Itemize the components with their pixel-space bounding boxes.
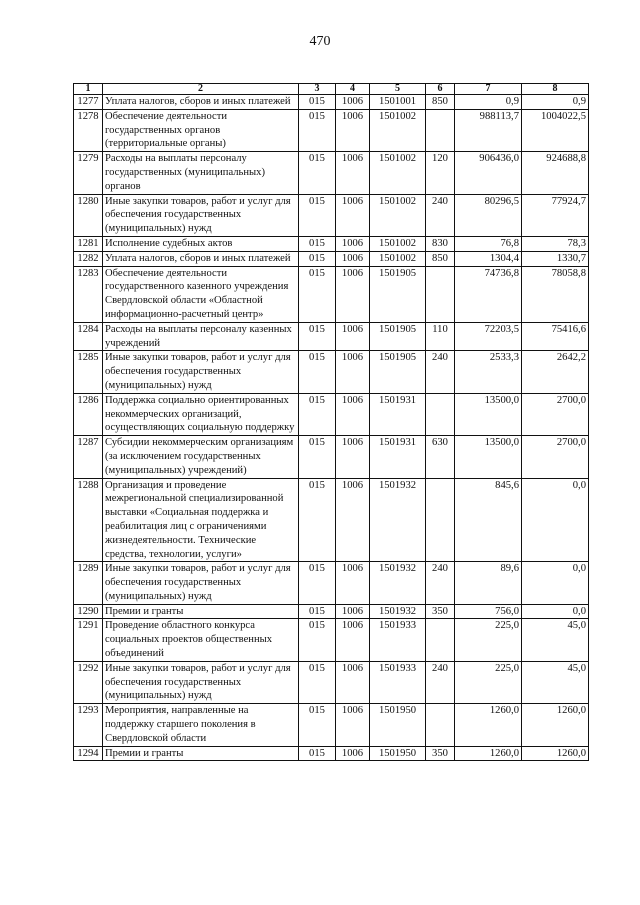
row-number-cell: 1286 — [74, 393, 103, 435]
expense-type-cell — [426, 266, 455, 322]
table-row — [74, 351, 589, 393]
amount-year2-cell: 45,0 — [522, 619, 589, 661]
table-header-row — [74, 84, 589, 95]
row-number-cell: 1289 — [74, 562, 103, 604]
expense-type-cell — [426, 109, 455, 151]
expense-type-cell: 350 — [426, 746, 455, 761]
row-number-cell: 1280 — [74, 194, 103, 236]
item-name-cell: Иные закупки товаров, работ и услуг для обеспечения государственных (муниципальных) нужд — [103, 562, 299, 604]
ministry-code-cell: 015 — [299, 152, 336, 194]
section-code-cell: 1006 — [336, 322, 370, 351]
amount-year2-cell: 0,0 — [522, 562, 589, 604]
ministry-code-cell: 015 — [299, 194, 336, 236]
column-header: 7 — [455, 84, 522, 95]
section-code-cell: 1006 — [336, 95, 370, 110]
column-header: 1 — [74, 84, 103, 95]
budget-table — [73, 83, 589, 761]
row-number-cell: 1284 — [74, 322, 103, 351]
target-article-cell: 1501002 — [370, 236, 426, 251]
amount-year1-cell: 13500,0 — [455, 393, 522, 435]
amount-year1-cell: 72203,5 — [455, 322, 522, 351]
item-name-cell: Обеспечение деятельности государственных органов (территориальные органы) — [103, 109, 299, 151]
column-header: 2 — [103, 84, 299, 95]
section-code-cell: 1006 — [336, 562, 370, 604]
target-article-cell: 1501933 — [370, 661, 426, 703]
ministry-code-cell: 015 — [299, 266, 336, 322]
table-row — [74, 436, 589, 478]
amount-year2-cell: 0,0 — [522, 604, 589, 619]
section-code-cell: 1006 — [336, 152, 370, 194]
section-code-cell: 1006 — [336, 393, 370, 435]
amount-year1-cell: 756,0 — [455, 604, 522, 619]
amount-year2-cell: 78,3 — [522, 236, 589, 251]
amount-year1-cell: 13500,0 — [455, 436, 522, 478]
item-name-cell: Обеспечение деятельности государственного казенного учреждения Свердловской области «Областной информационно-расчетный центр» — [103, 266, 299, 322]
item-name-cell: Расходы на выплаты персоналу казенных учреждений — [103, 322, 299, 351]
row-number-cell: 1291 — [74, 619, 103, 661]
target-article-cell: 1501002 — [370, 109, 426, 151]
expense-type-cell: 240 — [426, 351, 455, 393]
amount-year1-cell: 74736,8 — [455, 266, 522, 322]
table-row — [74, 109, 589, 151]
section-code-cell: 1006 — [336, 619, 370, 661]
target-article-cell: 1501950 — [370, 704, 426, 746]
section-code-cell: 1006 — [336, 604, 370, 619]
ministry-code-cell: 015 — [299, 478, 336, 562]
table-row — [74, 152, 589, 194]
amount-year2-cell: 78058,8 — [522, 266, 589, 322]
amount-year2-cell: 45,0 — [522, 661, 589, 703]
amount-year1-cell: 1260,0 — [455, 746, 522, 761]
ministry-code-cell: 015 — [299, 95, 336, 110]
amount-year2-cell: 2700,0 — [522, 436, 589, 478]
row-number-cell: 1278 — [74, 109, 103, 151]
amount-year1-cell: 225,0 — [455, 619, 522, 661]
ministry-code-cell: 015 — [299, 661, 336, 703]
item-name-cell: Уплата налогов, сборов и иных платежей — [103, 95, 299, 110]
section-code-cell: 1006 — [336, 478, 370, 562]
amount-year1-cell: 89,6 — [455, 562, 522, 604]
amount-year2-cell: 2700,0 — [522, 393, 589, 435]
target-article-cell: 1501905 — [370, 351, 426, 393]
amount-year2-cell: 0,9 — [522, 95, 589, 110]
target-article-cell: 1501950 — [370, 746, 426, 761]
table-row — [74, 661, 589, 703]
table-row — [74, 266, 589, 322]
section-code-cell: 1006 — [336, 194, 370, 236]
target-article-cell: 1501002 — [370, 194, 426, 236]
item-name-cell: Иные закупки товаров, работ и услуг для обеспечения государственных (муниципальных) нужд — [103, 351, 299, 393]
expense-type-cell: 850 — [426, 95, 455, 110]
row-number-cell: 1288 — [74, 478, 103, 562]
item-name-cell: Исполнение судебных актов — [103, 236, 299, 251]
target-article-cell: 1501002 — [370, 152, 426, 194]
expense-type-cell: 630 — [426, 436, 455, 478]
ministry-code-cell: 015 — [299, 236, 336, 251]
expense-type-cell: 830 — [426, 236, 455, 251]
table-row — [74, 95, 589, 110]
item-name-cell: Поддержка социально ориентированных некоммерческих организаций, осуществляющих социальную поддержку — [103, 393, 299, 435]
expense-type-cell: 110 — [426, 322, 455, 351]
section-code-cell: 1006 — [336, 746, 370, 761]
column-header: 4 — [336, 84, 370, 95]
item-name-cell: Премии и гранты — [103, 746, 299, 761]
item-name-cell: Мероприятия, направленные на поддержку старшего поколения в Свердловской области — [103, 704, 299, 746]
table-row — [74, 194, 589, 236]
target-article-cell: 1501001 — [370, 95, 426, 110]
amount-year2-cell: 2642,2 — [522, 351, 589, 393]
section-code-cell: 1006 — [336, 704, 370, 746]
row-number-cell: 1283 — [74, 266, 103, 322]
row-number-cell: 1292 — [74, 661, 103, 703]
ministry-code-cell: 015 — [299, 393, 336, 435]
item-name-cell: Расходы на выплаты персоналу государственных (муниципальных) органов — [103, 152, 299, 194]
column-header: 8 — [522, 84, 589, 95]
amount-year2-cell: 75416,6 — [522, 322, 589, 351]
table-row — [74, 604, 589, 619]
row-number-cell: 1277 — [74, 95, 103, 110]
ministry-code-cell: 015 — [299, 562, 336, 604]
expense-type-cell: 240 — [426, 194, 455, 236]
expense-type-cell: 350 — [426, 604, 455, 619]
table-row — [74, 746, 589, 761]
item-name-cell: Премии и гранты — [103, 604, 299, 619]
ministry-code-cell: 015 — [299, 704, 336, 746]
target-article-cell: 1501932 — [370, 604, 426, 619]
expense-type-cell — [426, 393, 455, 435]
expense-type-cell: 850 — [426, 251, 455, 266]
expense-type-cell: 240 — [426, 661, 455, 703]
item-name-cell: Иные закупки товаров, работ и услуг для обеспечения государственных (муниципальных) нужд — [103, 661, 299, 703]
amount-year2-cell: 77924,7 — [522, 194, 589, 236]
section-code-cell: 1006 — [336, 109, 370, 151]
table-row — [74, 393, 589, 435]
target-article-cell: 1501932 — [370, 478, 426, 562]
ministry-code-cell: 015 — [299, 251, 336, 266]
expense-type-cell — [426, 478, 455, 562]
amount-year1-cell: 906436,0 — [455, 152, 522, 194]
section-code-cell: 1006 — [336, 236, 370, 251]
row-number-cell: 1290 — [74, 604, 103, 619]
target-article-cell: 1501931 — [370, 436, 426, 478]
row-number-cell: 1287 — [74, 436, 103, 478]
amount-year2-cell: 1330,7 — [522, 251, 589, 266]
ministry-code-cell: 015 — [299, 351, 336, 393]
amount-year1-cell: 225,0 — [455, 661, 522, 703]
amount-year1-cell: 845,6 — [455, 478, 522, 562]
amount-year2-cell: 1004022,5 — [522, 109, 589, 151]
table-row — [74, 251, 589, 266]
row-number-cell: 1285 — [74, 351, 103, 393]
row-number-cell: 1293 — [74, 704, 103, 746]
ministry-code-cell: 015 — [299, 746, 336, 761]
amount-year1-cell: 0,9 — [455, 95, 522, 110]
table-row — [74, 478, 589, 562]
table-body — [74, 95, 589, 761]
ministry-code-cell: 015 — [299, 322, 336, 351]
expense-type-cell — [426, 619, 455, 661]
target-article-cell: 1501905 — [370, 266, 426, 322]
ministry-code-cell: 015 — [299, 619, 336, 661]
target-article-cell: 1501933 — [370, 619, 426, 661]
item-name-cell: Проведение областного конкурса социальных проектов общественных объединений — [103, 619, 299, 661]
ministry-code-cell: 015 — [299, 604, 336, 619]
amount-year2-cell: 924688,8 — [522, 152, 589, 194]
row-number-cell: 1294 — [74, 746, 103, 761]
item-name-cell: Иные закупки товаров, работ и услуг для обеспечения государственных (муниципальных) нужд — [103, 194, 299, 236]
item-name-cell: Уплата налогов, сборов и иных платежей — [103, 251, 299, 266]
target-article-cell: 1501905 — [370, 322, 426, 351]
amount-year1-cell: 1304,4 — [455, 251, 522, 266]
section-code-cell: 1006 — [336, 266, 370, 322]
amount-year1-cell: 988113,7 — [455, 109, 522, 151]
column-header: 3 — [299, 84, 336, 95]
row-number-cell: 1279 — [74, 152, 103, 194]
target-article-cell: 1501002 — [370, 251, 426, 266]
section-code-cell: 1006 — [336, 661, 370, 703]
table-row — [74, 562, 589, 604]
section-code-cell: 1006 — [336, 436, 370, 478]
column-header: 6 — [426, 84, 455, 95]
target-article-cell: 1501932 — [370, 562, 426, 604]
amount-year2-cell: 1260,0 — [522, 704, 589, 746]
expense-type-cell: 240 — [426, 562, 455, 604]
row-number-cell: 1282 — [74, 251, 103, 266]
target-article-cell: 1501931 — [370, 393, 426, 435]
row-number-cell: 1281 — [74, 236, 103, 251]
amount-year2-cell: 1260,0 — [522, 746, 589, 761]
amount-year1-cell: 76,8 — [455, 236, 522, 251]
table-row — [74, 236, 589, 251]
amount-year2-cell: 0,0 — [522, 478, 589, 562]
expense-type-cell — [426, 704, 455, 746]
item-name-cell: Организация и проведение межрегиональной специализированной выставки «Социальная поддержка и реабилитация лиц с ограничениями жизнедеятельности. Технические средства, технологии, услуги» — [103, 478, 299, 562]
item-name-cell: Субсидии некоммерческим организациям (за исключением государственных (муниципальных) учреждений) — [103, 436, 299, 478]
ministry-code-cell: 015 — [299, 436, 336, 478]
ministry-code-cell: 015 — [299, 109, 336, 151]
column-header: 5 — [370, 84, 426, 95]
expense-type-cell: 120 — [426, 152, 455, 194]
page-number: 470 — [309, 34, 331, 49]
section-code-cell: 1006 — [336, 251, 370, 266]
amount-year1-cell: 80296,5 — [455, 194, 522, 236]
table-row — [74, 704, 589, 746]
table-row — [74, 619, 589, 661]
amount-year1-cell: 2533,3 — [455, 351, 522, 393]
section-code-cell: 1006 — [336, 351, 370, 393]
table-row — [74, 322, 589, 351]
amount-year1-cell: 1260,0 — [455, 704, 522, 746]
